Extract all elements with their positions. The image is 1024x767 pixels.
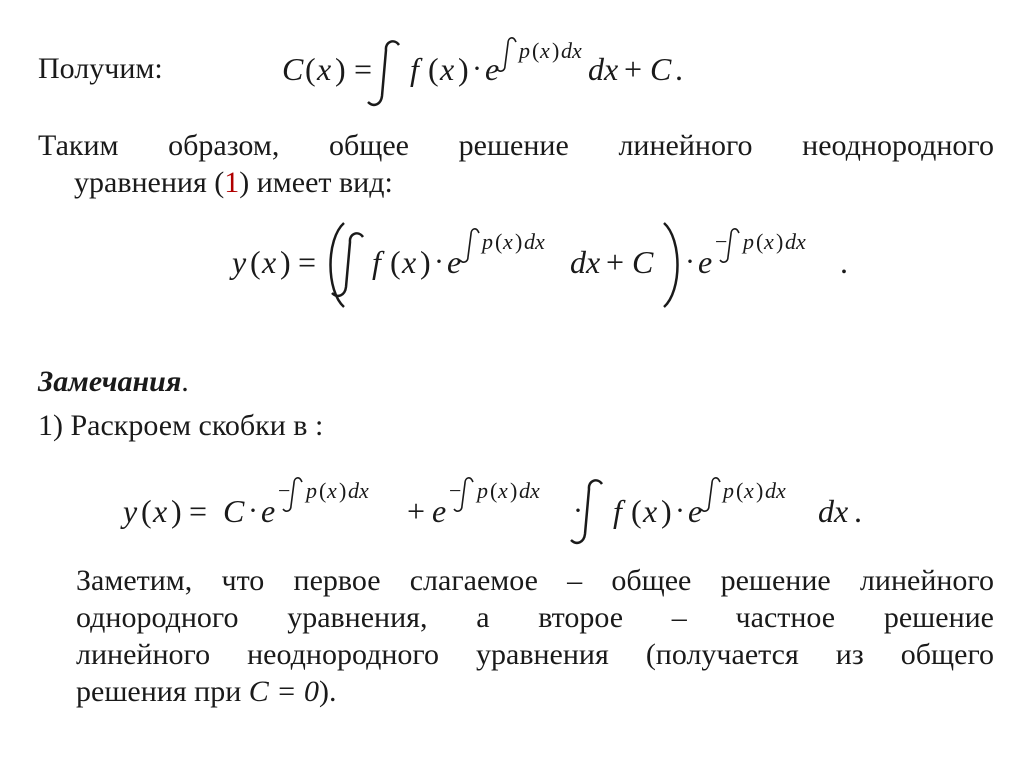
svg-text:+: + [624, 51, 643, 87]
formula-general-solution [232, 215, 872, 315]
note-line-3: линейного неоднородного уравнения (получается из общего [76, 638, 994, 671]
svg-text:): ) [515, 229, 523, 254]
svg-text:−: − [278, 478, 291, 503]
svg-text:): ) [420, 244, 431, 280]
svg-text:p: p [306, 478, 317, 503]
svg-text:(: ( [490, 478, 498, 503]
svg-text:x: x [153, 493, 168, 529]
svg-text:): ) [510, 478, 518, 503]
equation-ref-1: 1 [224, 166, 240, 199]
svg-text:(: ( [756, 229, 764, 254]
svg-text:p: p [477, 478, 488, 503]
svg-text:(: ( [532, 38, 540, 63]
svg-text:p: p [743, 229, 754, 254]
svg-text:=: = [298, 244, 317, 280]
svg-text:C: C [650, 51, 672, 87]
svg-text:dx: dx [524, 229, 545, 254]
svg-text:·: · [675, 494, 685, 527]
remarks-title: Замечания [38, 365, 182, 398]
svg-text:+: + [606, 244, 625, 280]
svg-text:x: x [503, 229, 513, 254]
svg-text:(: ( [390, 244, 401, 280]
svg-text:): ) [280, 244, 291, 280]
svg-text:−: − [715, 229, 728, 254]
svg-text:x: x [764, 229, 774, 254]
svg-text:x: x [402, 244, 417, 280]
takim-line-2-after: ) имеет вид: [239, 166, 393, 199]
svg-text:(: ( [250, 244, 261, 280]
svg-text:(: ( [428, 51, 439, 87]
svg-text:): ) [756, 478, 764, 503]
svg-text:.: . [854, 493, 862, 529]
svg-text:(: ( [141, 493, 152, 529]
svg-text:C: C [223, 493, 245, 529]
svg-text:p: p [482, 229, 493, 254]
svg-text:dx: dx [561, 38, 582, 63]
svg-text:p: p [723, 478, 734, 503]
svg-text:x: x [317, 51, 332, 87]
svg-text:C: C [282, 51, 304, 87]
svg-text:e: e [698, 244, 713, 280]
svg-text:·: · [248, 494, 258, 527]
svg-text:+: + [407, 493, 426, 529]
svg-text:·: · [434, 245, 444, 278]
svg-text:): ) [171, 493, 182, 529]
svg-text:f: f [372, 244, 381, 280]
svg-text:p: p [519, 38, 530, 63]
takim-line-2 [74, 164, 393, 201]
svg-text:(: ( [319, 478, 327, 503]
svg-text:): ) [335, 51, 346, 87]
svg-text:y: y [123, 493, 138, 529]
svg-text:e: e [432, 493, 447, 529]
note-line-4 [76, 673, 337, 710]
svg-text:x: x [262, 244, 277, 280]
svg-text:.: . [840, 244, 848, 280]
svg-text:dx: dx [818, 493, 849, 529]
remarks-dot: . [181, 365, 189, 398]
remark-item-1: 1) Раскроем скобки в : [38, 409, 324, 442]
svg-text:): ) [552, 38, 560, 63]
svg-text:x: x [744, 478, 754, 503]
svg-text:(: ( [736, 478, 744, 503]
svg-text:e: e [688, 493, 703, 529]
svg-text:f: f [613, 493, 622, 529]
svg-text:f: f [410, 51, 419, 87]
svg-text:dx: dx [765, 478, 786, 503]
note-line-4-suffix: ). [319, 675, 337, 708]
svg-text:): ) [458, 51, 469, 87]
poluchim-label: Получим: [38, 52, 163, 85]
svg-text:y: y [232, 244, 247, 280]
svg-text:e: e [485, 51, 500, 87]
svg-text:x: x [498, 478, 508, 503]
svg-text:.: . [675, 51, 683, 87]
svg-text:·: · [573, 494, 583, 527]
svg-text:e: e [447, 244, 462, 280]
svg-text:dx: dx [570, 244, 601, 280]
svg-text:x: x [327, 478, 337, 503]
svg-text:): ) [776, 229, 784, 254]
svg-text:x: x [643, 493, 658, 529]
svg-text:(: ( [305, 51, 316, 87]
note-line-4-prefix: решения при [76, 675, 249, 708]
svg-text:C: C [632, 244, 654, 280]
svg-text:x: x [540, 38, 550, 63]
svg-text:·: · [472, 52, 482, 85]
svg-text:·: · [685, 245, 695, 278]
svg-text:e: e [261, 493, 276, 529]
svg-text:(: ( [495, 229, 503, 254]
svg-text:=: = [354, 51, 373, 87]
takim-line-1: Таким образом, общее решение линейного неоднородного [38, 129, 994, 162]
svg-text:dx: dx [785, 229, 806, 254]
takim-line-2-before: уравнения ( [74, 166, 225, 199]
svg-text:(: ( [631, 493, 642, 529]
svg-text:dx: dx [588, 51, 619, 87]
remarks-heading [38, 363, 189, 400]
svg-text:−: − [449, 478, 462, 503]
note-line-1: Заметим, что первое слагаемое – общее решение линейного [76, 564, 994, 597]
formula-c-of-x [282, 30, 742, 110]
svg-text:dx: dx [348, 478, 369, 503]
svg-text:): ) [661, 493, 672, 529]
note-condition: C = 0 [248, 675, 320, 708]
svg-text:=: = [189, 493, 208, 529]
note-line-2: однородного уравнения, а второе – частное решение [76, 601, 994, 634]
svg-text:dx: dx [519, 478, 540, 503]
svg-text:x: x [440, 51, 455, 87]
svg-text:): ) [339, 478, 347, 503]
formula-expanded-solution [123, 470, 883, 550]
